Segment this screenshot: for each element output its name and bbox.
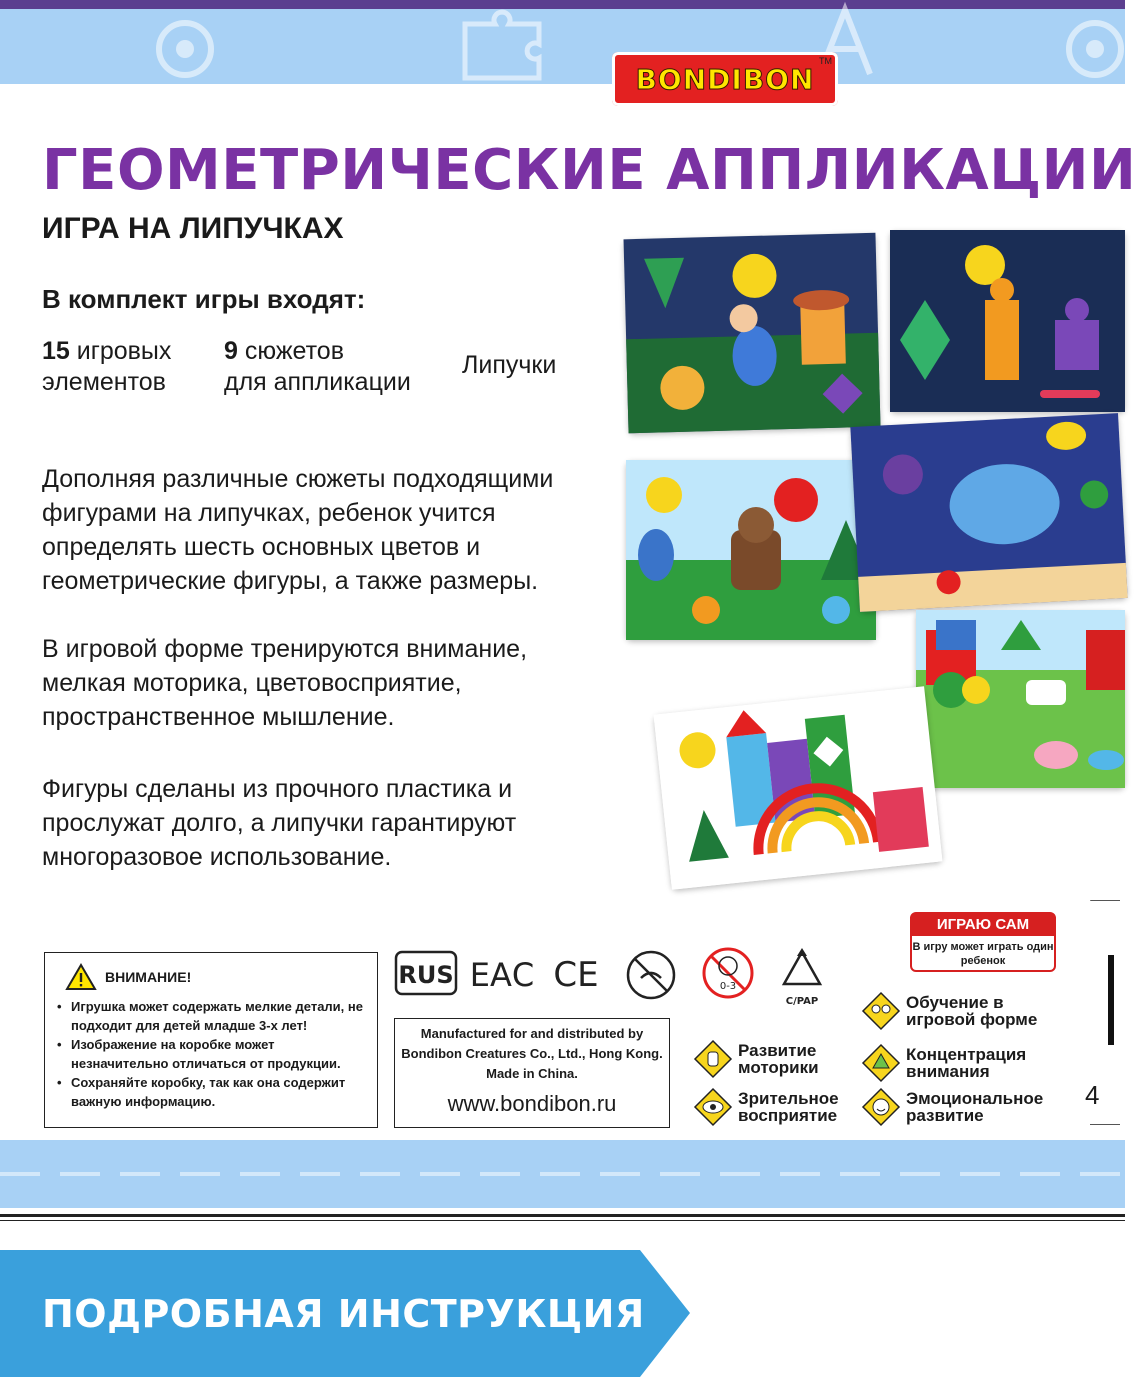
manufacturer-line: Bondibon Creatures Co., Ltd., Hong Kong. <box>401 1046 663 1061</box>
warning-list <box>57 997 367 1111</box>
description-paragraph: В игровой форме тренируются внимание, мелкая моторика, цветовосприятие, пространственное мышление. <box>42 635 528 731</box>
feature-label: Концентрация <box>906 1045 1027 1064</box>
play-alone-text: В игру может играть один ребенок <box>912 941 1054 967</box>
feature-label: развитие <box>906 1106 984 1125</box>
brand-name: BONDIBON <box>635 62 815 96</box>
feature-item <box>862 1044 1026 1082</box>
website-link[interactable]: www.bondibon.ru <box>447 1091 617 1116</box>
kit-heading: В комплект игры входят: <box>42 284 366 314</box>
kit-item <box>462 350 556 381</box>
description-paragraph: Фигуры сделаны из прочного пластика и прослужат долго, а липучки гарантируют многоразовое использование. <box>42 775 517 871</box>
kit-label: сюжетов <box>237 337 344 365</box>
puzzle-icon <box>455 14 565 84</box>
warning-header <box>65 963 367 991</box>
feature-label: Эмоциональное <box>906 1089 1044 1108</box>
recycle-label: C/PAP <box>785 996 819 1007</box>
warning-heading: ВНИМАНИЕ! <box>105 968 192 985</box>
hand-icon <box>694 1040 732 1078</box>
puzzle-pattern-icon <box>0 1140 1125 1208</box>
feature-item <box>694 1040 819 1078</box>
kit-count: 15 <box>42 337 70 365</box>
kit-count: 9 <box>224 337 238 365</box>
feature-label: восприятие <box>738 1106 838 1125</box>
no-mouth-icon <box>624 948 678 1002</box>
castle-scene-image <box>654 686 943 889</box>
warning-item: • Игрушка может содержать мелкие детали, не подходит для детей младше 3-х лет! <box>57 997 367 1035</box>
rus-mark-icon <box>394 950 458 996</box>
trademark: TM <box>819 56 832 66</box>
fairy-scene-image <box>624 233 881 434</box>
instruction-title: ПОДРОБНАЯ ИНСТРУКЦИЯ <box>42 1292 645 1336</box>
certification-marks <box>394 944 834 1006</box>
warning-triangle-icon <box>65 963 97 991</box>
rus-mark-label: RUS <box>398 961 454 989</box>
warning-box <box>44 952 378 1128</box>
divider <box>0 1214 1125 1217</box>
top-stripe <box>0 0 1125 9</box>
recycle-icon <box>774 946 830 1008</box>
page-edge <box>1090 900 1120 901</box>
manufacturer-line: Manufactured for and distributed by <box>420 1026 644 1041</box>
warning-item: • Сохраняйте коробку, так как она содержит важную информацию. <box>57 1073 367 1111</box>
kit-label: для аппликации <box>224 368 411 396</box>
feature-label: игровой форме <box>906 1010 1038 1029</box>
manufacturer-line: Made in China. <box>486 1066 578 1081</box>
farm-scene-image <box>916 610 1125 788</box>
page-edge-bar <box>1108 955 1116 1045</box>
feature-label: внимания <box>906 1062 990 1081</box>
face-icon <box>862 1088 900 1126</box>
eac-mark-icon <box>469 952 535 994</box>
owl-icon <box>862 992 900 1030</box>
ocean-scene-image <box>850 413 1127 612</box>
shapes-icon <box>862 1044 900 1082</box>
page-subtitle: ИГРА НА ЛИПУЧКАХ <box>42 212 344 245</box>
feature-label: моторики <box>738 1058 819 1077</box>
gear-icon <box>150 14 220 84</box>
feature-label: Зрительное <box>738 1089 839 1108</box>
kit-item <box>42 336 171 398</box>
bottom-banner <box>0 1140 1125 1208</box>
page-edge <box>1090 1124 1120 1125</box>
manufacturer-box <box>394 1018 670 1128</box>
feature-label: Развитие <box>738 1041 817 1060</box>
feature-item <box>862 992 1037 1030</box>
robots-scene-image <box>890 230 1125 412</box>
kit-label: игровых <box>69 337 172 365</box>
feature-item <box>694 1088 839 1126</box>
kit-label: Липучки <box>462 351 557 379</box>
kit-item <box>224 336 411 398</box>
age-label: 0-3 <box>719 981 737 992</box>
feature-item <box>862 1088 1043 1126</box>
play-alone-badge <box>910 912 1056 972</box>
page-title: ГЕОМЕТРИЧЕСКИЕ АППЛИКАЦИИ <box>42 138 1136 203</box>
ce-mark-label: CE <box>553 955 599 995</box>
eye-icon <box>694 1088 732 1126</box>
play-alone-title: ИГРАЮ САМ <box>912 914 1054 936</box>
page-number: 4 <box>1085 1080 1100 1110</box>
forest-scene-image <box>626 460 876 640</box>
age-restriction-icon <box>698 946 758 1004</box>
eac-mark-label: ЕАС <box>469 956 535 994</box>
top-banner <box>0 0 1125 84</box>
gear-icon <box>1060 14 1130 84</box>
divider <box>0 1220 1125 1221</box>
kit-label: элементов <box>42 368 166 396</box>
brand-logo <box>612 52 838 106</box>
feature-label: Обучение в <box>906 993 1004 1012</box>
warning-item: • Изображение на коробке может незначительно отличаться от продукции. <box>57 1035 367 1073</box>
ce-mark-icon <box>548 952 604 994</box>
description-paragraph: Дополняя различные сюжеты подходящими фигурами на липучках, ребенок учится определять шесть основных цветов и геометрические фигуры, а также размеры. <box>42 465 554 595</box>
